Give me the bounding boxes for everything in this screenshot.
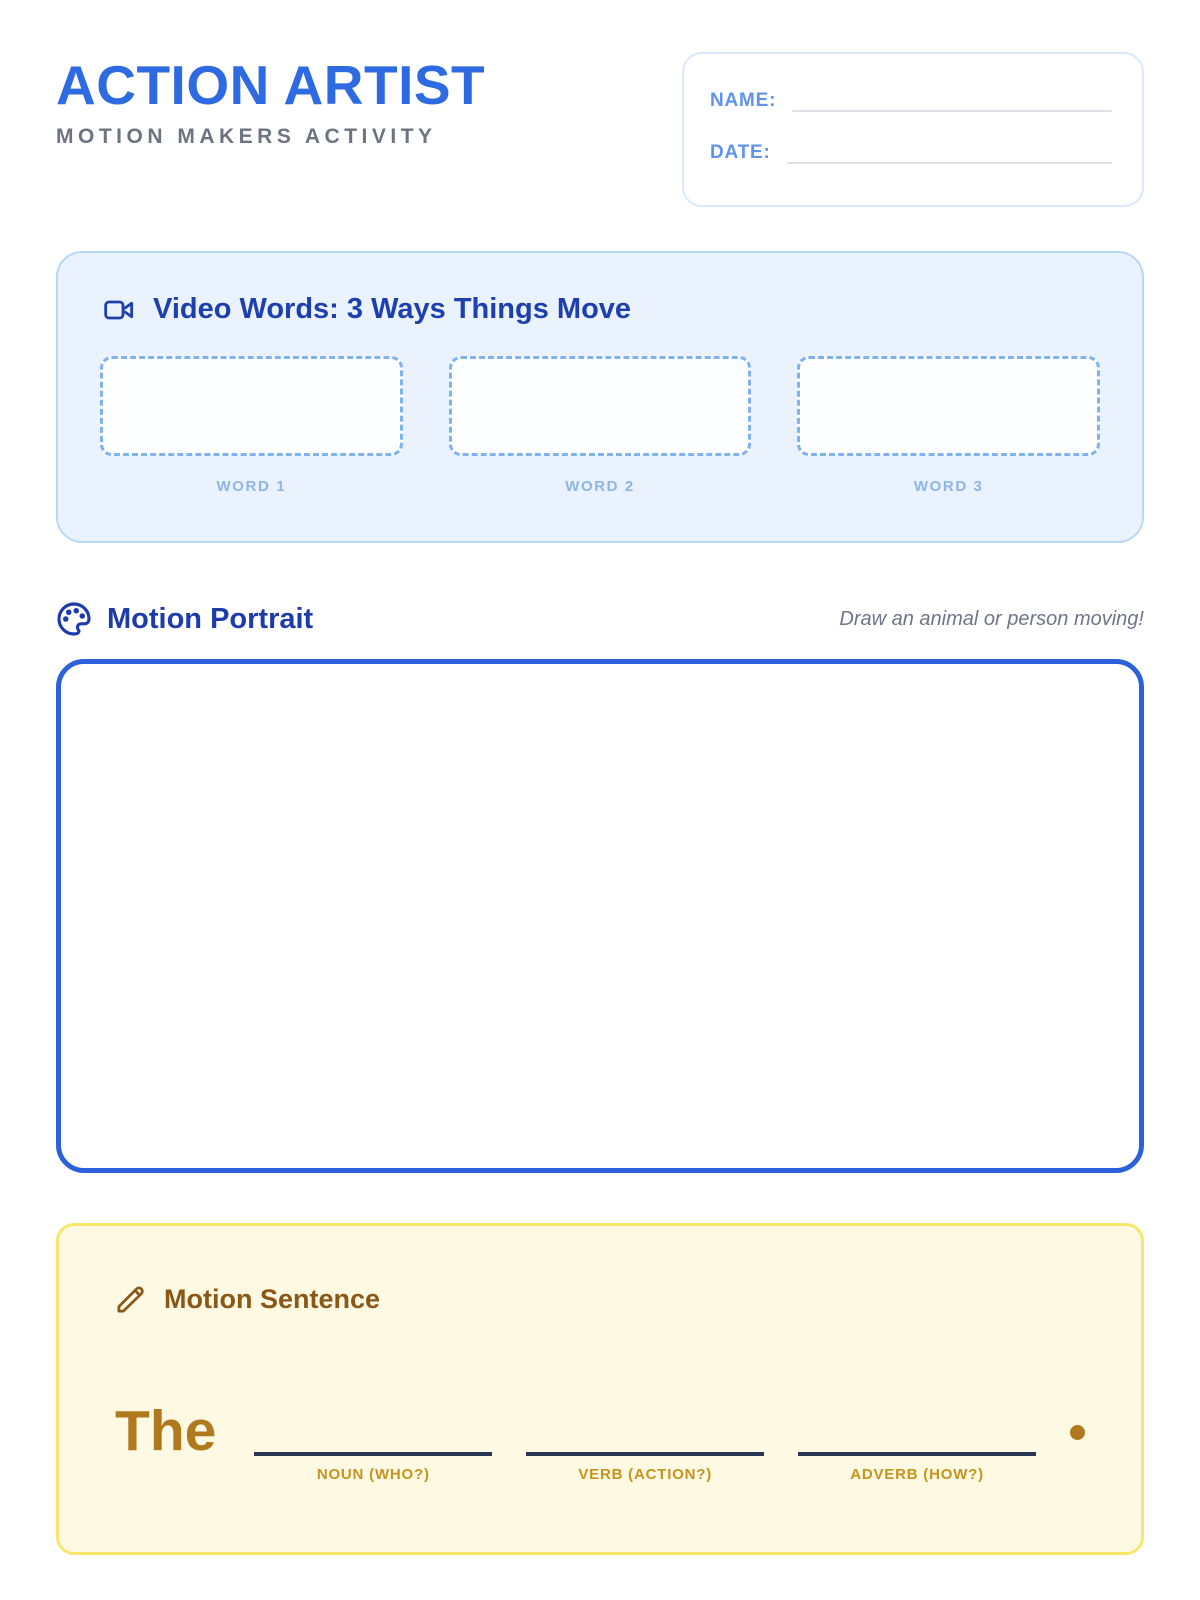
adverb-blank-group	[798, 1452, 1036, 1483]
drawing-canvas[interactable]	[56, 659, 1144, 1173]
noun-blank-label: NOUN (WHO?)	[316, 1466, 430, 1483]
word-3-input[interactable]	[797, 356, 1100, 456]
word-3-group	[797, 356, 1100, 495]
sentence-start-word: The	[115, 1399, 217, 1463]
word-1-group	[100, 356, 403, 495]
verb-blank-input[interactable]	[526, 1452, 764, 1456]
sentence-period-dot	[1070, 1425, 1085, 1440]
name-label: NAME:	[710, 90, 777, 111]
noun-blank-group	[254, 1452, 492, 1483]
adverb-blank-label: ADVERB (HOW?)	[850, 1466, 984, 1483]
word-2-label: WORD 2	[565, 478, 635, 495]
date-label: DATE:	[710, 142, 771, 163]
page-title: ACTION ARTIST	[56, 54, 486, 116]
name-date-card	[682, 52, 1144, 207]
date-field-row	[710, 138, 1112, 164]
name-field-row	[710, 86, 1112, 112]
noun-blank-input[interactable]	[254, 1452, 492, 1456]
motion-portrait-title-wrap	[56, 601, 313, 637]
motion-sentence-title: Motion Sentence	[164, 1284, 381, 1314]
adverb-blank-input[interactable]	[798, 1452, 1036, 1456]
word-box-row	[100, 356, 1100, 495]
word-1-input[interactable]	[100, 356, 403, 456]
motion-sentence-section	[56, 1223, 1144, 1555]
motion-portrait-title: Motion Portrait	[107, 602, 314, 635]
verb-blank-label: VERB (ACTION?)	[578, 1466, 713, 1483]
word-3-label: WORD 3	[913, 478, 984, 495]
video-words-section	[56, 251, 1144, 543]
video-words-title: Video Words: 3 Ways Things Move	[153, 293, 632, 325]
title-block	[56, 52, 485, 149]
page-subtitle: MOTION MAKERS ACTIVITY	[56, 125, 437, 148]
pencil-icon	[115, 1284, 146, 1315]
video-words-header	[100, 293, 1100, 326]
sentence-row	[115, 1399, 1085, 1483]
word-2-input[interactable]	[449, 356, 752, 456]
word-1-label: WORD 1	[216, 478, 287, 495]
verb-blank-group	[526, 1452, 764, 1483]
motion-portrait-hint: Draw an animal or person moving!	[839, 607, 1144, 630]
motion-portrait-header	[56, 601, 1144, 637]
date-input[interactable]	[787, 138, 1112, 164]
name-input[interactable]	[792, 86, 1112, 112]
palette-icon	[56, 601, 92, 637]
word-2-group	[449, 356, 752, 495]
motion-sentence-header	[115, 1284, 1085, 1315]
video-camera-icon	[100, 294, 138, 326]
header	[56, 52, 1144, 207]
